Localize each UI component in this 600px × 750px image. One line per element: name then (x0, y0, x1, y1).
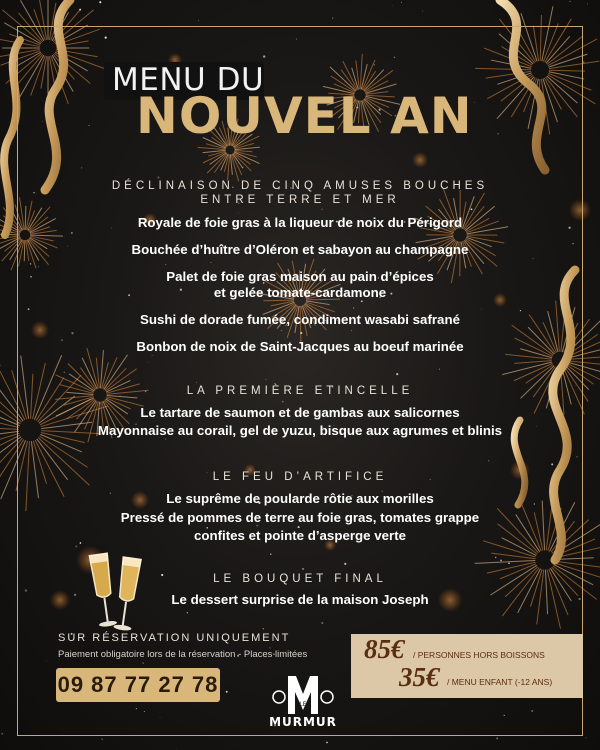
sparkle (496, 737, 498, 739)
sparkle (326, 742, 328, 744)
section-title-amuses-line-1: DÉCLINAISON DE CINQ AMUSES BOUCHES (111, 180, 489, 192)
sparkle (79, 9, 81, 11)
sparkle (392, 5, 393, 6)
sparkle (0, 365, 1, 366)
dish-item: Royale de foie gras à la liqueur de noix du Périgord (137, 215, 463, 230)
dish-item: Sushi de dorade fumée, condiment wasabi safrané (140, 312, 460, 327)
dish-item: Bonbon de noix de Saint-Jacques au boeuf marinée (136, 339, 464, 354)
dish-item: confites et pointe d’asperge verte (193, 528, 407, 543)
svg-text:LE: LE (299, 701, 307, 708)
dish-item: Palet de foie gras maison au pain d’épices (166, 269, 434, 284)
sparkle (332, 18, 333, 19)
price-adult-label: / PERSONNES HORS BOISSONS (413, 650, 545, 660)
section-title-bouquet-final: LE BOUQUET FINAL (213, 573, 387, 585)
reservation-title: SUR RÉSERVATION UNIQUEMENT (58, 632, 291, 644)
sparkle (198, 20, 199, 21)
title-line-1: MENU DU (112, 62, 265, 98)
dish-item: Pressé de pommes de terre au foie gras, tomates grappe (120, 510, 480, 525)
price-child-label: / MENU ENFANT (-12 ANS) (447, 677, 553, 687)
sparkle (1, 733, 3, 735)
sparkle (401, 2, 402, 3)
sparkle (422, 11, 423, 12)
sparkle (587, 4, 588, 5)
dish-item: Le tartare de saumon et de gambas aux salicornes (140, 405, 460, 420)
sparkle (586, 737, 587, 738)
phone-number[interactable]: 09 87 77 27 78 (57, 672, 219, 697)
champagne-glasses-icon (86, 548, 146, 634)
sparkle (102, 739, 103, 740)
section-title-amuses-line-2: ENTRE TERRE ET MER (200, 194, 400, 206)
price-adult: 85€ (364, 634, 405, 664)
dish-item: Mayonnaise au corail, gel de yuzu, bisque aux agrumes et blinis (97, 423, 503, 438)
price-child: 35€ (399, 662, 440, 692)
sparkle (99, 1, 101, 3)
phone-badge (56, 668, 220, 702)
dish-item: Le suprême de poularde rôtie aux morilles (166, 491, 434, 506)
title-line-2: NOUVEL AN (136, 87, 473, 145)
reservation-note: Paiement obligatoire lors de la réservation - Places limitées (58, 649, 308, 660)
dish-item: Bouchée d’huître d’Oléron et sabayon au champagne (131, 242, 469, 257)
dish-item: Le dessert surprise de la maison Joseph (171, 592, 429, 607)
section-title-premiere-etincelle: LA PREMIÈRE ETINCELLE (186, 385, 414, 397)
sparkle (569, 1, 570, 2)
logo-name: MURMUR (269, 715, 337, 729)
sparkle (176, 749, 177, 750)
dish-item: et gelée tomate-cardamone (213, 285, 387, 300)
section-title-feu-artifice: LE FEU D’ARTIFICE (212, 471, 388, 483)
